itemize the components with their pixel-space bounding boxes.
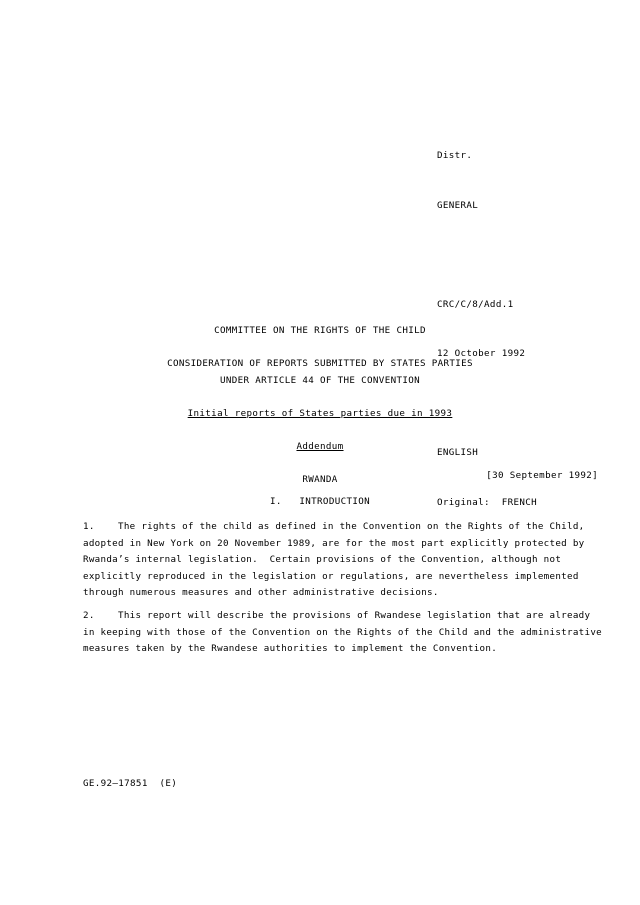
distribution-level: GENERAL (437, 199, 479, 211)
document-symbol: CRC/C/8/Add.1 (437, 298, 514, 310)
paragraph-2: 2. This report will describe the provisions of Rwandese legislation that are already in keeping with those of the Convention on the Rights of the Child and the administrative measures taken by the Rwandese authorities to implement the Convention. (83, 610, 608, 654)
report-type: Initial reports of States parties due in 1993 (187, 407, 453, 419)
section-heading-introduction: I. INTRODUCTION (270, 496, 370, 507)
paragraph-1: 1. The rights of the child as defined in the Convention on the Rights of the Child, adopted in New York on 20 November 1989, are for the most part explicitly protected by Rwanda’s internal legislation. Certain provisions of the Convention, although not explicitly reproduced in the legislation or regulations, are nevertheless implemented through numerous measures and other administrative decisions. (83, 521, 591, 598)
agenda-line-2: UNDER ARTICLE 44 OF THE CONVENTION (220, 374, 420, 386)
document-date: 12 October 1992 (437, 348, 526, 359)
document-original-language: Original: FRENCH (437, 496, 537, 508)
distribution-label: Distr. (437, 150, 473, 161)
title-spacer-3 (0, 422, 640, 439)
agenda-line-1: CONSIDERATION OF REPORTS SUBMITTED BY STATES PARTIES (167, 358, 473, 369)
country-name: RWANDA (302, 473, 338, 485)
title-spacer-1 (0, 340, 640, 357)
page-footer-code: GE.92–17851 (E) (83, 778, 178, 789)
addendum-label: Addendum (296, 440, 344, 452)
document-language: ENGLISH (437, 447, 479, 458)
title-spacer-2 (0, 389, 640, 406)
title-block (0, 323, 640, 488)
committee-name: COMMITTEE ON THE RIGHTS OF THE CHILD (214, 325, 426, 336)
submission-date: [30 September 1992] (486, 470, 598, 481)
spacer-line-1 (437, 247, 537, 264)
